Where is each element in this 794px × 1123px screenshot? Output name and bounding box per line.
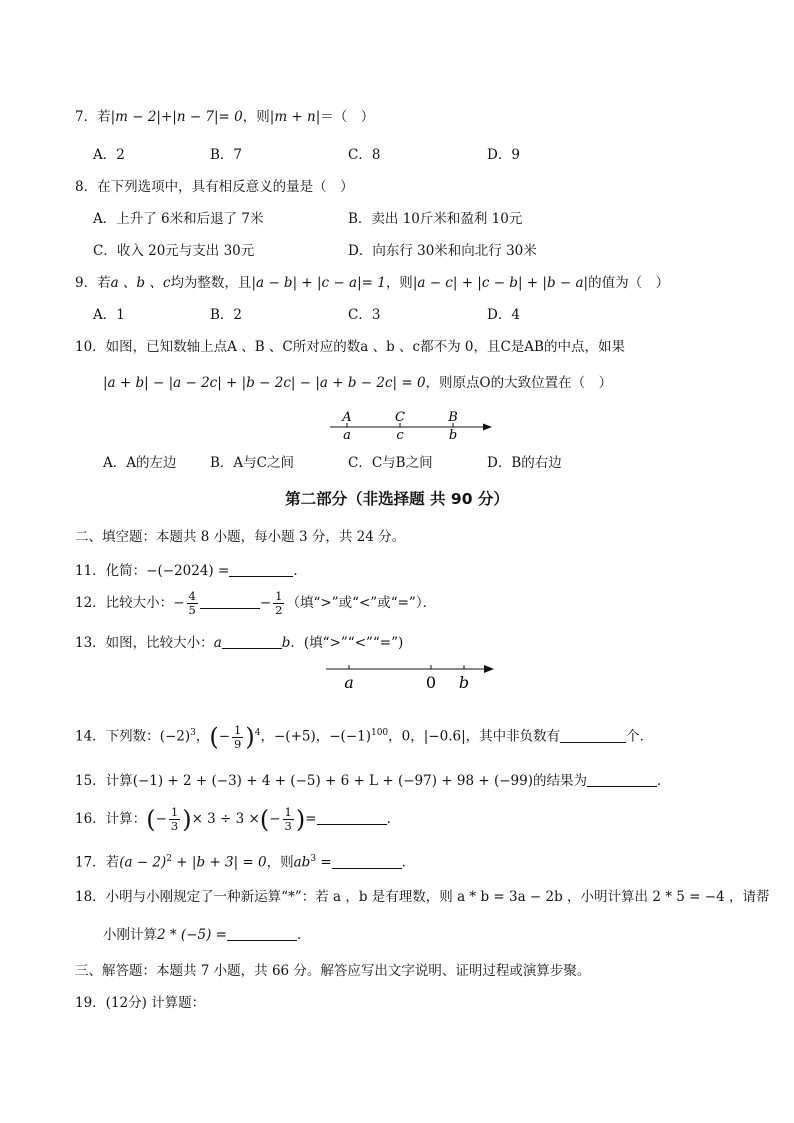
q10-option-d[interactable]: D．B的右边 <box>487 455 562 471</box>
axis-value-b: b <box>448 428 458 443</box>
q13: 13．如图，比较大小：a b．(填“>”“<”“=”) <box>75 635 404 651</box>
q12-answer-blank[interactable] <box>200 594 260 609</box>
q13-number-line <box>322 660 502 692</box>
q15: 15．计算(−1) + 2 + (−3) + 4 + (−5) + 6 + L + (−97) + 98 + (−99)的结果为 ． <box>75 773 671 789</box>
section3-heading: 三、解答题：本题共 7 小题，共 66 分。解答应写出文字说明、证明过程或演算步聚。 <box>75 963 591 979</box>
q8-option-c[interactable]: C．收入 20元与支出 30元 <box>93 243 255 259</box>
q8-option-a[interactable]: A．上升了 6米和后退了 7米 <box>93 211 264 227</box>
q13-answer-blank[interactable] <box>222 634 282 649</box>
q14: 14．下列数：$(-2)^3$，(− $\frac{1}{9}$ )$^4$，−(+5)，$-(-1)^{100}$，0，|−0.6|，其中非负数有 个． <box>75 722 654 751</box>
q7-option-d[interactable]: D．9 <box>487 147 520 163</box>
q8-stem: 8．在下列选项中，具有相反意义的量是（ ） <box>75 179 354 195</box>
q10-option-b[interactable]: B．A与C之间 <box>210 455 294 471</box>
axis-label-zero: 0 <box>425 673 437 692</box>
q12: 12．比较大小：− $\frac{4}{5}$ − $\frac{1}{2}$ （填“>”或“<”或“=”）． <box>75 589 437 617</box>
q9-stem: 9．若a 、b 、c均为整数，且|a − b| + |c − a|= 1，则|a − c| + |c − b| + |b − a|的值为（ ） <box>75 275 670 291</box>
q9-option-c[interactable]: C．3 <box>348 307 381 323</box>
q18-line2: 小刚计算2 * (−5) = ． <box>103 927 311 943</box>
q10-option-a[interactable]: A．A的左边 <box>103 455 177 471</box>
q10-number-line <box>326 404 496 444</box>
axis-value-c: c <box>396 428 404 443</box>
q9-option-a[interactable]: A．1 <box>93 307 125 323</box>
part2-title: 第二部分（非选择题 共 90 分） <box>285 490 509 508</box>
q16-answer-blank[interactable] <box>317 810 387 825</box>
q10-option-c[interactable]: C．C与B之间 <box>348 455 433 471</box>
q14-answer-blank[interactable] <box>560 728 626 743</box>
q11-answer-blank[interactable] <box>229 562 293 577</box>
q11: 11．化简：−(−2024) = ． <box>75 563 307 579</box>
q7-stem: 7．若|m − 2|+|n − 7|= 0，则|m + n|＝（ ） <box>75 109 375 125</box>
q7-option-a[interactable]: A．2 <box>93 147 125 163</box>
q7-option-b[interactable]: B．7 <box>210 147 243 163</box>
axis-label-A: A <box>342 410 352 425</box>
q18-line1: 18．小明与小刚规定了一种新运算“*”：若 a ，b 是有理数，则 a * b = 3a − 2b ，小明计算出 2 * 5 = −4 ，请帮 <box>75 889 770 905</box>
axis-label-a: a <box>344 673 354 692</box>
q7-option-c[interactable]: C．8 <box>348 147 381 163</box>
section2-heading: 二、填空题：本题共 8 小题，每小题 3 分，共 24 分。 <box>75 529 406 545</box>
q9-option-d[interactable]: D．4 <box>487 307 520 323</box>
axis-value-a: a <box>343 428 351 443</box>
q8-option-d[interactable]: D．向东行 30米和向北行 30米 <box>348 243 537 259</box>
q8-option-b[interactable]: B．卖出 10斤米和盈利 10元 <box>348 211 523 227</box>
q10-stem-line1: 10．如图，已知数轴上点A 、B 、C所对应的数a 、b 、c都不为 0，且C是AB的中点，如果 <box>75 339 625 355</box>
q10-stem-line2: |a + b| − |a − 2c| + |b − 2c| − |a + b − 2c| = 0，则原点O的大致位置在（ ） <box>103 375 613 391</box>
axis-label-b: b <box>458 673 470 692</box>
q17-answer-blank[interactable] <box>332 854 402 869</box>
q15-answer-blank[interactable] <box>587 772 657 787</box>
q16: 16．计算：(− $\frac{1}{3}$ )× 3 ÷ 3 ×(− $\frac{1}{3}$ )= ． <box>75 805 401 834</box>
q17: 17．若$(a - 2)^2 + |b + 3| = 0$，则$ab^3$ = ． <box>75 854 416 871</box>
axis-label-C: C <box>395 410 405 425</box>
q9-option-b[interactable]: B．2 <box>210 307 243 323</box>
axis-label-B: B <box>448 410 458 425</box>
q18-answer-blank[interactable] <box>227 926 297 941</box>
q19-heading: 19．(12分) 计算题： <box>75 995 206 1011</box>
